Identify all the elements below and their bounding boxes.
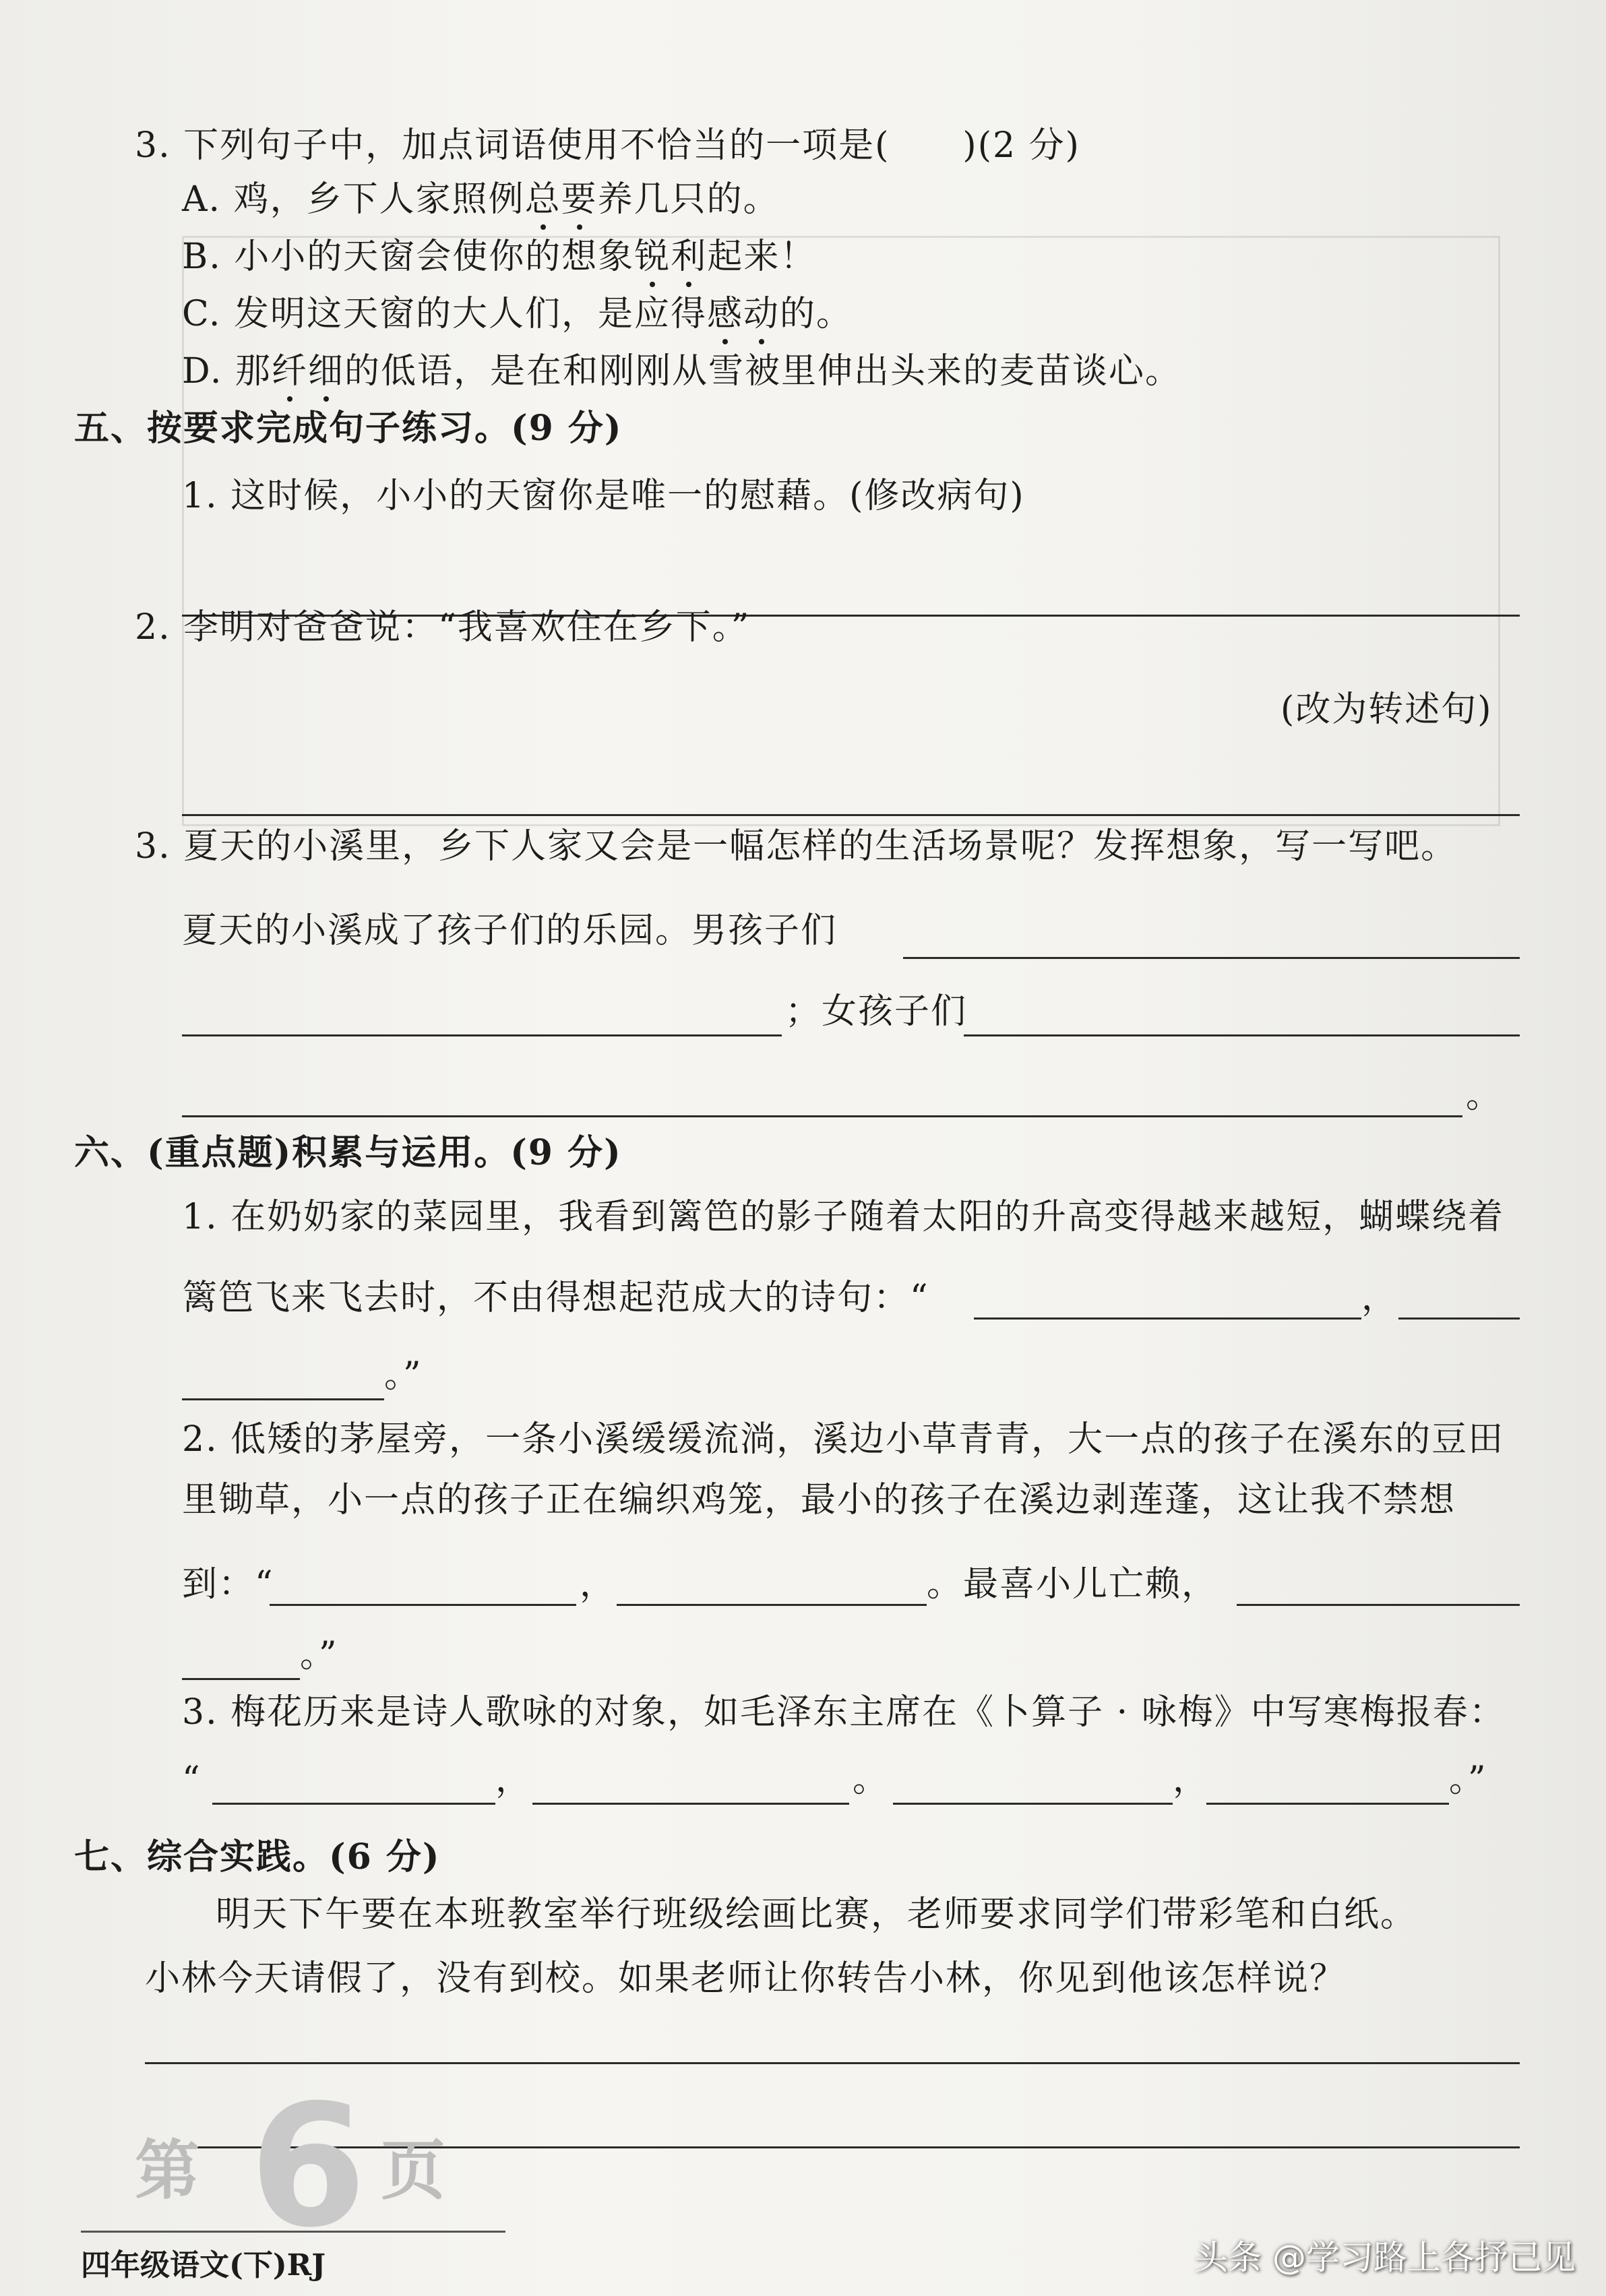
sec5-q2-answer-line[interactable] [182,814,1520,816]
sec5-q3-boys-line[interactable] [903,957,1520,959]
sec5-q3-end: 。 [1466,1076,1503,1116]
sec5-q2-note: (改为转述句) [1280,689,1493,730]
dotted-word-a: 总要 [524,179,598,220]
sec5-q3-girls-line-2[interactable] [182,1115,1462,1117]
book-label: 四年级语文(下)RJ [81,2248,326,2283]
sec6-q1-end: 。” [384,1355,423,1396]
sec5-q3-girls-line[interactable] [964,1034,1520,1036]
sec6-q2-blank-2[interactable] [617,1604,927,1606]
sec6-q1-line1: 1. 在奶奶家的菜园里，我看到篱笆的影子随着太阳的升高变得越来越短，蝴蝶绕着 [182,1197,1505,1237]
sec5-q3-boys-line-2[interactable] [182,1034,782,1036]
q4-3-option-c: C. 发明这天窗的大人们，是应得感动的。 [182,294,853,334]
section-5-heading: 五、按要求完成句子练习。(9 分) [74,408,623,449]
sec6-q3-stop: 。 [853,1760,890,1800]
sec5-q1: 1. 这时候，小小的天窗你是唯一的慰藉。(修改病句) [182,476,1025,516]
sec6-q1-blank-1[interactable] [974,1317,1361,1320]
sec6-q2-line3c: 。最喜小儿亡赖， [927,1564,1218,1605]
sec6-q3-blank-4[interactable] [1206,1803,1449,1805]
sec6-q2-blank-3[interactable] [1237,1604,1520,1606]
sec6-q2-blank-4[interactable] [182,1678,300,1680]
sec6-q1-blank-2[interactable] [1398,1317,1520,1320]
sec6-q2-end: 。” [300,1635,338,1675]
section-6-heading: 六、(重点题)积累与运用。(9 分) [74,1132,622,1173]
sec6-q1-line2: 篱笆飞来飞去时，不由得想起范成大的诗句：“ [182,1278,929,1318]
sec6-q3-open: “ [182,1760,202,1800]
q4-3-option-d: D. 那纤细的低语，是在和刚刚从雪被里伸出头来的麦苗谈心。 [182,351,1181,392]
sec6-q2-line1: 2. 低矮的茅屋旁，一条小溪缓缓流淌，溪边小草青青，大一点的孩子在溪东的豆田 [182,1419,1505,1460]
sec6-q2-line3a: 到：“ [182,1564,274,1605]
sec6-q3-blank-3[interactable] [893,1803,1173,1805]
sec6-q1-comma: ， [1361,1278,1398,1318]
sec6-q2-line2: 里锄草，小一点的孩子正在编织鸡笼，最小的孩子在溪边剥莲蓬，这让我不禁想 [182,1480,1456,1520]
sec5-q3: 3. 夏天的小溪里，乡下人家又会是一幅怎样的生活场景呢？发挥想象，写一写吧。 [135,826,1458,867]
q4-3-option-a: A. 鸡，乡下人家照例总要养几只的。 [182,179,780,220]
sec6-q3-comma1: ， [495,1760,532,1800]
dotted-word-b: 锐利 [634,237,708,277]
section-7-heading: 七、综合实践。(6 分) [74,1836,441,1878]
sec5-q2: 2. 李明对爸爸说：“我喜欢住在乡下。” [135,607,751,648]
sec6-q1-blank-3[interactable] [182,1398,384,1400]
q4-3-option-b: B. 小小的天窗会使你的想象锐利起来！ [182,237,817,277]
sec6-q3-blank-1[interactable] [212,1803,495,1805]
watermark-text: 头条 @学习路上各抒己见 [1194,2238,1576,2277]
q4-3-stem: 3. 下列句子中，加点词语使用不恰当的一项是( )(2 分) [135,125,1080,166]
dotted-word-c: 感动 [707,294,780,334]
sec6-q3-blank-2[interactable] [532,1803,849,1805]
footer-rule [81,2231,505,2233]
sec7-para2: 小林今天请假了，没有到校。如果老师让你转告小林，你见到他该怎样说？ [145,1958,1347,1999]
sec7-answer-line-1[interactable] [145,2062,1520,2064]
sec6-q3-comma2: ， [1173,1760,1210,1800]
page-number-prefix: 第 [135,2132,199,2208]
sec6-q3-line1: 3. 梅花历来是诗人歌咏的对象，如毛泽东主席在《卜算子 · 咏梅》中写寒梅报春： [182,1692,1506,1733]
page-number: 6 [249,2068,367,2264]
sec6-q2-blank-1[interactable] [270,1604,576,1606]
sec6-q2-comma: ， [580,1564,617,1605]
sec6-q3-close: 。” [1449,1760,1487,1800]
dotted-word-d: 纤细 [271,351,344,392]
sec5-q3-girls-label: ；女孩子们 [785,991,968,1032]
sec5-q3-line1: 夏天的小溪成了孩子们的乐园。男孩子们 [182,910,838,951]
page-number-suffix: 页 [381,2132,445,2208]
sec7-para1: 明天下午要在本班教室举行班级绘画比赛，老师要求同学们带彩笔和白纸。 [216,1894,1417,1935]
